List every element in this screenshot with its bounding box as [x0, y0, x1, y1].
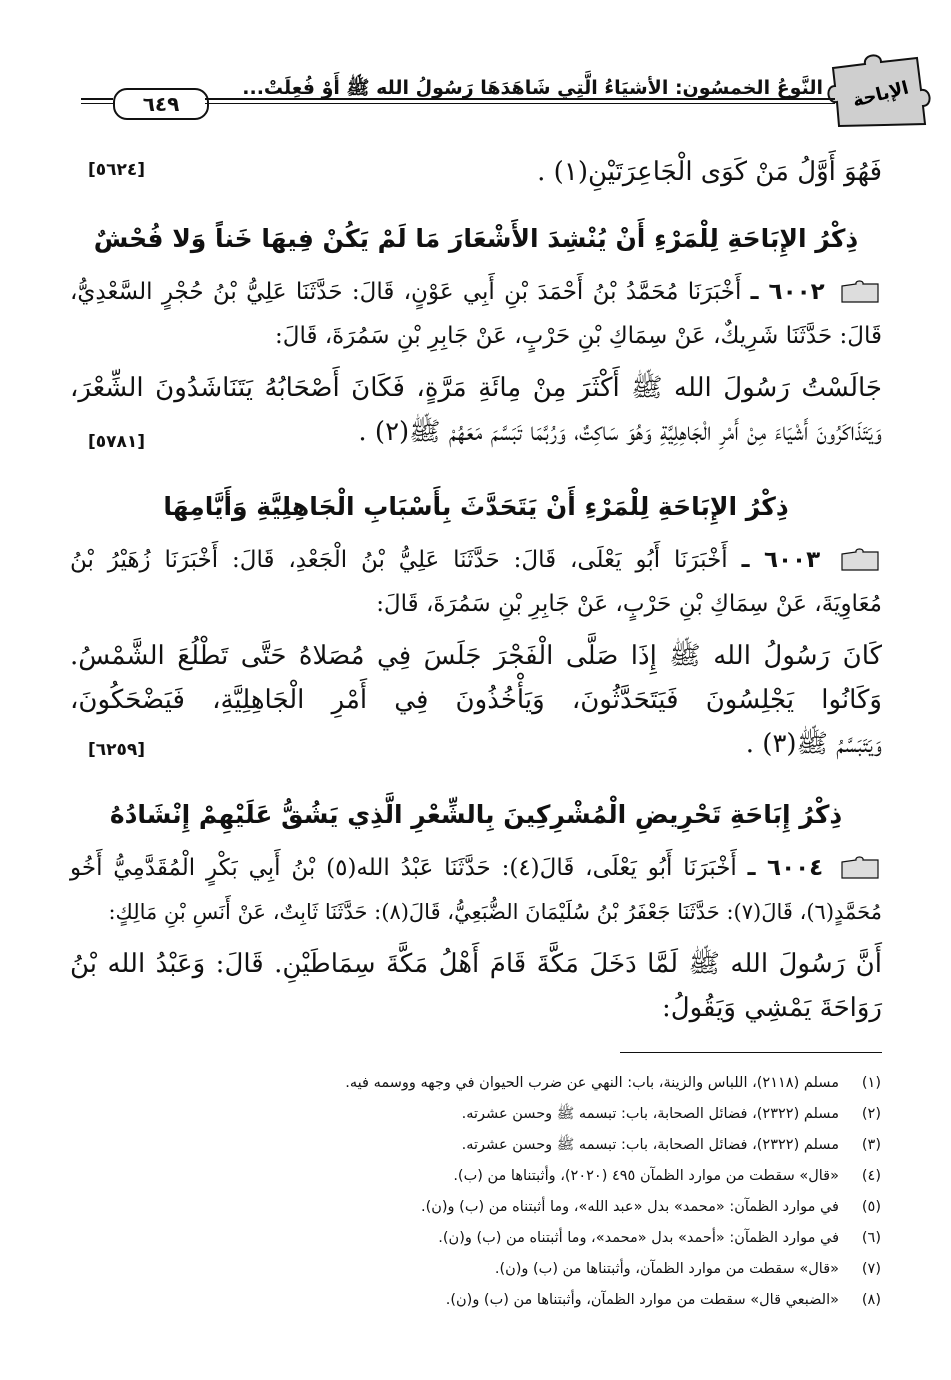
footnote: (٨) «الضبعي قال» سقطت من موارد الظمآن، وأثبتناها من (ب) و(ن).: [445, 1292, 881, 1308]
text-line: أَنَّ رَسُولَ الله ﷺ لَمَّا دَخَلَ مَكَّةَ قَامَ أَهْلُ مَكَّةَ سِمَاطَيْنِ. قَالَ: وَعَبْدُ الله بْنُ: [70, 949, 882, 979]
chain-line: [70, 270, 882, 314]
header-rule: [205, 98, 835, 104]
hadith-number: ٦٠٠٣ ـ: [741, 547, 821, 573]
chain-line: مُعَاوِيَةَ، عَنْ سِمَاكِ بْنِ حَرْبٍ، عَنْ جَابِرِ بْنِ سَمُرَةَ، قَالَ:: [376, 591, 882, 617]
footnote: (٢) مسلم (٢٣٢٢)، فضائل الصحابة، باب: تبسمه ﷺ وحسن عشرته.: [461, 1106, 881, 1122]
hadith-6004: [70, 846, 882, 1030]
text-line: وَكَانُوا يَجْلِسُونَ فَيَتَحَدَّثُونَ، وَيَأْخُذُونَ فِي أَمْرِ الْجَاهِلِيَّةِ، فَيَضْحَكُونَ،: [70, 685, 882, 715]
puzzle-marker-icon: [838, 548, 882, 574]
footnote: (١) مسلم (٢١١٨)، اللباس والزينة، باب: النهي عن ضرب الحيوان في وجهه ووسمه فيه.: [345, 1075, 881, 1091]
running-header-title: النَّوعُ الخمسُون: الأشيَاءُ الَّتِي شَاهَدَهَا رَسُولُ الله ﷺ أَوْ فُعِلَتْ...: [242, 77, 823, 99]
hadith-number: ٦٠٠٢ ـ: [750, 279, 825, 305]
chain-line: [70, 538, 882, 582]
text-line: فَهُوَ أَوَّلُ مَنْ كَوَى الْجَاعِرَتَيْنِ(١) .: [537, 157, 882, 187]
page-header: [85, 50, 911, 116]
header-rule-left: [81, 98, 113, 104]
footnote: (٥) في موارد الظمآن: «محمد» بدل «عبد الله»، وما أثبتناه من (ب) و(ن).: [420, 1199, 881, 1215]
chain-text: أَخْبَرَنَا أَبُو يَعْلَى، قَالَ(٤): حَدَّثَنَا عَبْدُ الله(٥) بْنُ أَبِي بَكْرٍ الْمُقَدَّمِيُّ أَخُو: [70, 855, 737, 881]
hadith-6002: [70, 270, 882, 454]
puzzle-piece-icon: [825, 50, 935, 128]
chain-text: أَخْبَرَنَا مُحَمَّدُ بْنُ أَحْمَدَ بْنِ أَبِي عَوْنٍ، قَالَ: حَدَّثَنَا عَلِيُّ بْنُ حُجْرٍ السَّعْدِيُّ،: [70, 279, 742, 305]
section-heading: ذِكْرُ الإِبَاحَةِ لِلْمَرْءِ أَنْ يُنْشِدَ الأَشْعَارَ مَا لَمْ يَكُنْ فِيهَا خَناً وَلا فُحْشٌ: [93, 224, 859, 253]
footnote-separator: [620, 1052, 882, 1053]
chain-line: قَالَ: حَدَّثَنَا شَرِيكٌ، عَنْ سِمَاكِ بْنِ حَرْبٍ، عَنْ جَابِرِ بْنِ سَمُرَةَ، قَالَ:: [274, 323, 882, 349]
reference-number: [٥٦٢٤]: [88, 160, 146, 180]
text-line: وَيَتَذَاكَرُونَ أَشْيَاءَ مِنْ أَمْرِ الْجَاهِلِيَّةِ وَهُوَ سَاكِتٌ، وَرُبَّمَا تَبَسَّمَ مَعَهُمْ ﷺ(٢) .: [358, 417, 882, 447]
section-heading: ذِكْرُ إِبَاحَةِ تَحْرِيضِ الْمُشْرِكِينَ بِالشِّعْرِ الَّذِي يَشُقُّ عَلَيْهِمْ إِنْشَادُهُ: [109, 800, 843, 829]
puzzle-marker-icon: [838, 856, 882, 882]
footnote: (٧) «قال» سقطت من موارد الظمآن، وأثبتناها من (ب) و(ن).: [494, 1261, 881, 1277]
footnote: (٤) «قال» سقطت من موارد الظمآن ٤٩٥ (٢٠٢٠)، وأثبتناها من (ب).: [453, 1168, 881, 1184]
top-entry: [70, 150, 882, 194]
chain-line: مُحَمَّدٍ(٦)، قَالَ(٧): حَدَّثَنَا جَعْفَرُ بْنُ سُلَيْمَانَ الضُّبَعِيُّ، قَالَ(٨): حَدَّثَنَا ثَابِتٌ، عَنْ أَنَسِ بْنِ مَالِكٍ:: [108, 900, 882, 924]
reference-number: [٥٧٨١]: [88, 432, 146, 452]
header-badge-text: الإباحة: [850, 77, 911, 112]
page-number: ٦٤٩: [113, 88, 209, 120]
puzzle-marker-icon: [838, 280, 882, 306]
hadith-number: ٦٠٠٤ ـ: [747, 855, 824, 881]
footnote: (٦) في موارد الظمآن: «أحمد» بدل «محمد»، وما أثبتناه من (ب) و(ن).: [438, 1230, 881, 1246]
hadith-6003: [70, 538, 882, 766]
text-line: وَيَتَبَسَّمُ ﷺ(٣) .: [745, 729, 882, 759]
text-line: جَالَسْتُ رَسُولَ الله ﷺ أَكْثَرَ مِنْ مِائَةِ مَرَّةٍ، فَكَانَ أَصْحَابُهُ يَتَنَاشَدُونَ الشِّعْرَ،: [70, 373, 882, 403]
section-heading: ذِكْرُ الإِبَاحَةِ لِلْمَرْءِ أَنْ يَتَحَدَّثَ بِأَسْبَابِ الْجَاهِلِيَّةِ وَأَيَّامِهَا: [163, 492, 789, 521]
text-line: كَانَ رَسُولُ الله ﷺ إِذَا صَلَّى الْفَجْرَ جَلَسَ فِي مُصَلاهُ حَتَّى تَطْلُعَ الشَّمْسُ.: [70, 641, 882, 671]
text-line: رَوَاحَةَ يَمْشِي وَيَقُولُ:: [661, 993, 882, 1023]
reference-number: [٦٢٥٩]: [88, 740, 146, 760]
footnotes: [69, 1068, 881, 1316]
chain-line: [70, 846, 882, 890]
chain-text: أَخْبَرَنَا أَبُو يَعْلَى، قَالَ: حَدَّثَنَا عَلِيُّ بْنُ الْجَعْدِ، قَالَ: أَخْبَرَنَا زُهَيْرُ بْنُ: [70, 547, 728, 573]
footnote: (٣) مسلم (٢٣٢٢)، فضائل الصحابة، باب: تبسمه ﷺ وحسن عشرته.: [461, 1137, 881, 1153]
